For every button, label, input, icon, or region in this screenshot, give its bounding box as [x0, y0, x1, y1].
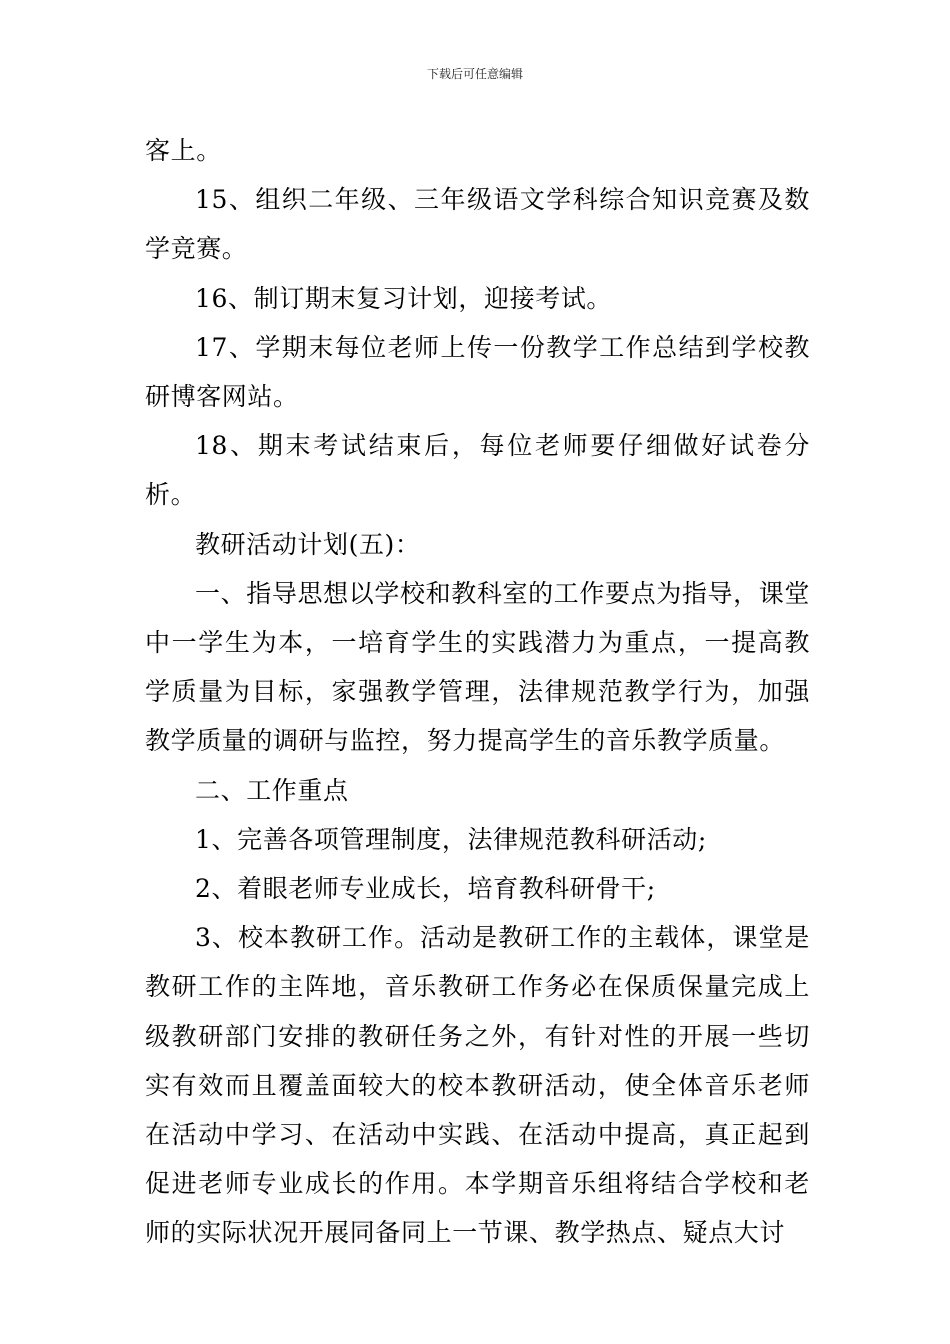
- page-header: 下载后可任意编辑: [426, 67, 523, 81]
- paragraph: 一、指导思想以学校和教科室的工作要点为指导，课堂中一学生为本，一培育学生的实践潜力为重点，一提高教学质量为目标，家强教学管理，法律规范教学行为，加强教学质量的调研与监控，努力提高学生的音乐教学质量。: [145, 578, 810, 756]
- paragraph: 1、完善各项管理制度，法律规范教科研活动;: [195, 824, 707, 854]
- paragraph: 3、校本教研工作。活动是教研工作的主载体，课堂是教研工作的主阵地，音乐教研工作务必在保质保量完成上级教研部门安排的教研任务之外，有针对性的开展一些切实有效而且覆盖面较大的校本教研活动，使全体音乐老师在活动中学习、在活动中实践、在活动中提高，真正起到促进老师专业成长的作用。本学期音乐组将结合学校和老师的实际状况开展同备同上一节课、教学热点、疑点大讨: [145, 923, 810, 1248]
- section-heading: 二、工作重点: [195, 775, 349, 805]
- paragraph: 18、期末考试结束后，每位老师要仔细做好试卷分析。: [145, 431, 810, 510]
- paragraph: 15、组织二年级、三年级语文学科综合知识竞赛及数学竞赛。: [145, 185, 810, 264]
- document-body: [145, 126, 810, 1258]
- paragraph: 客上。: [145, 136, 222, 165]
- paragraph: 2、着眼老师专业成长，培育教科研骨干;: [195, 874, 656, 904]
- paragraph: 16、制订期末复习计划，迎接考试。: [195, 283, 613, 313]
- paragraph: 17、学期末每位老师上传一份教学工作总结到学校教研博客网站。: [145, 332, 810, 412]
- section-heading: 教研活动计划(五)：: [195, 529, 421, 559]
